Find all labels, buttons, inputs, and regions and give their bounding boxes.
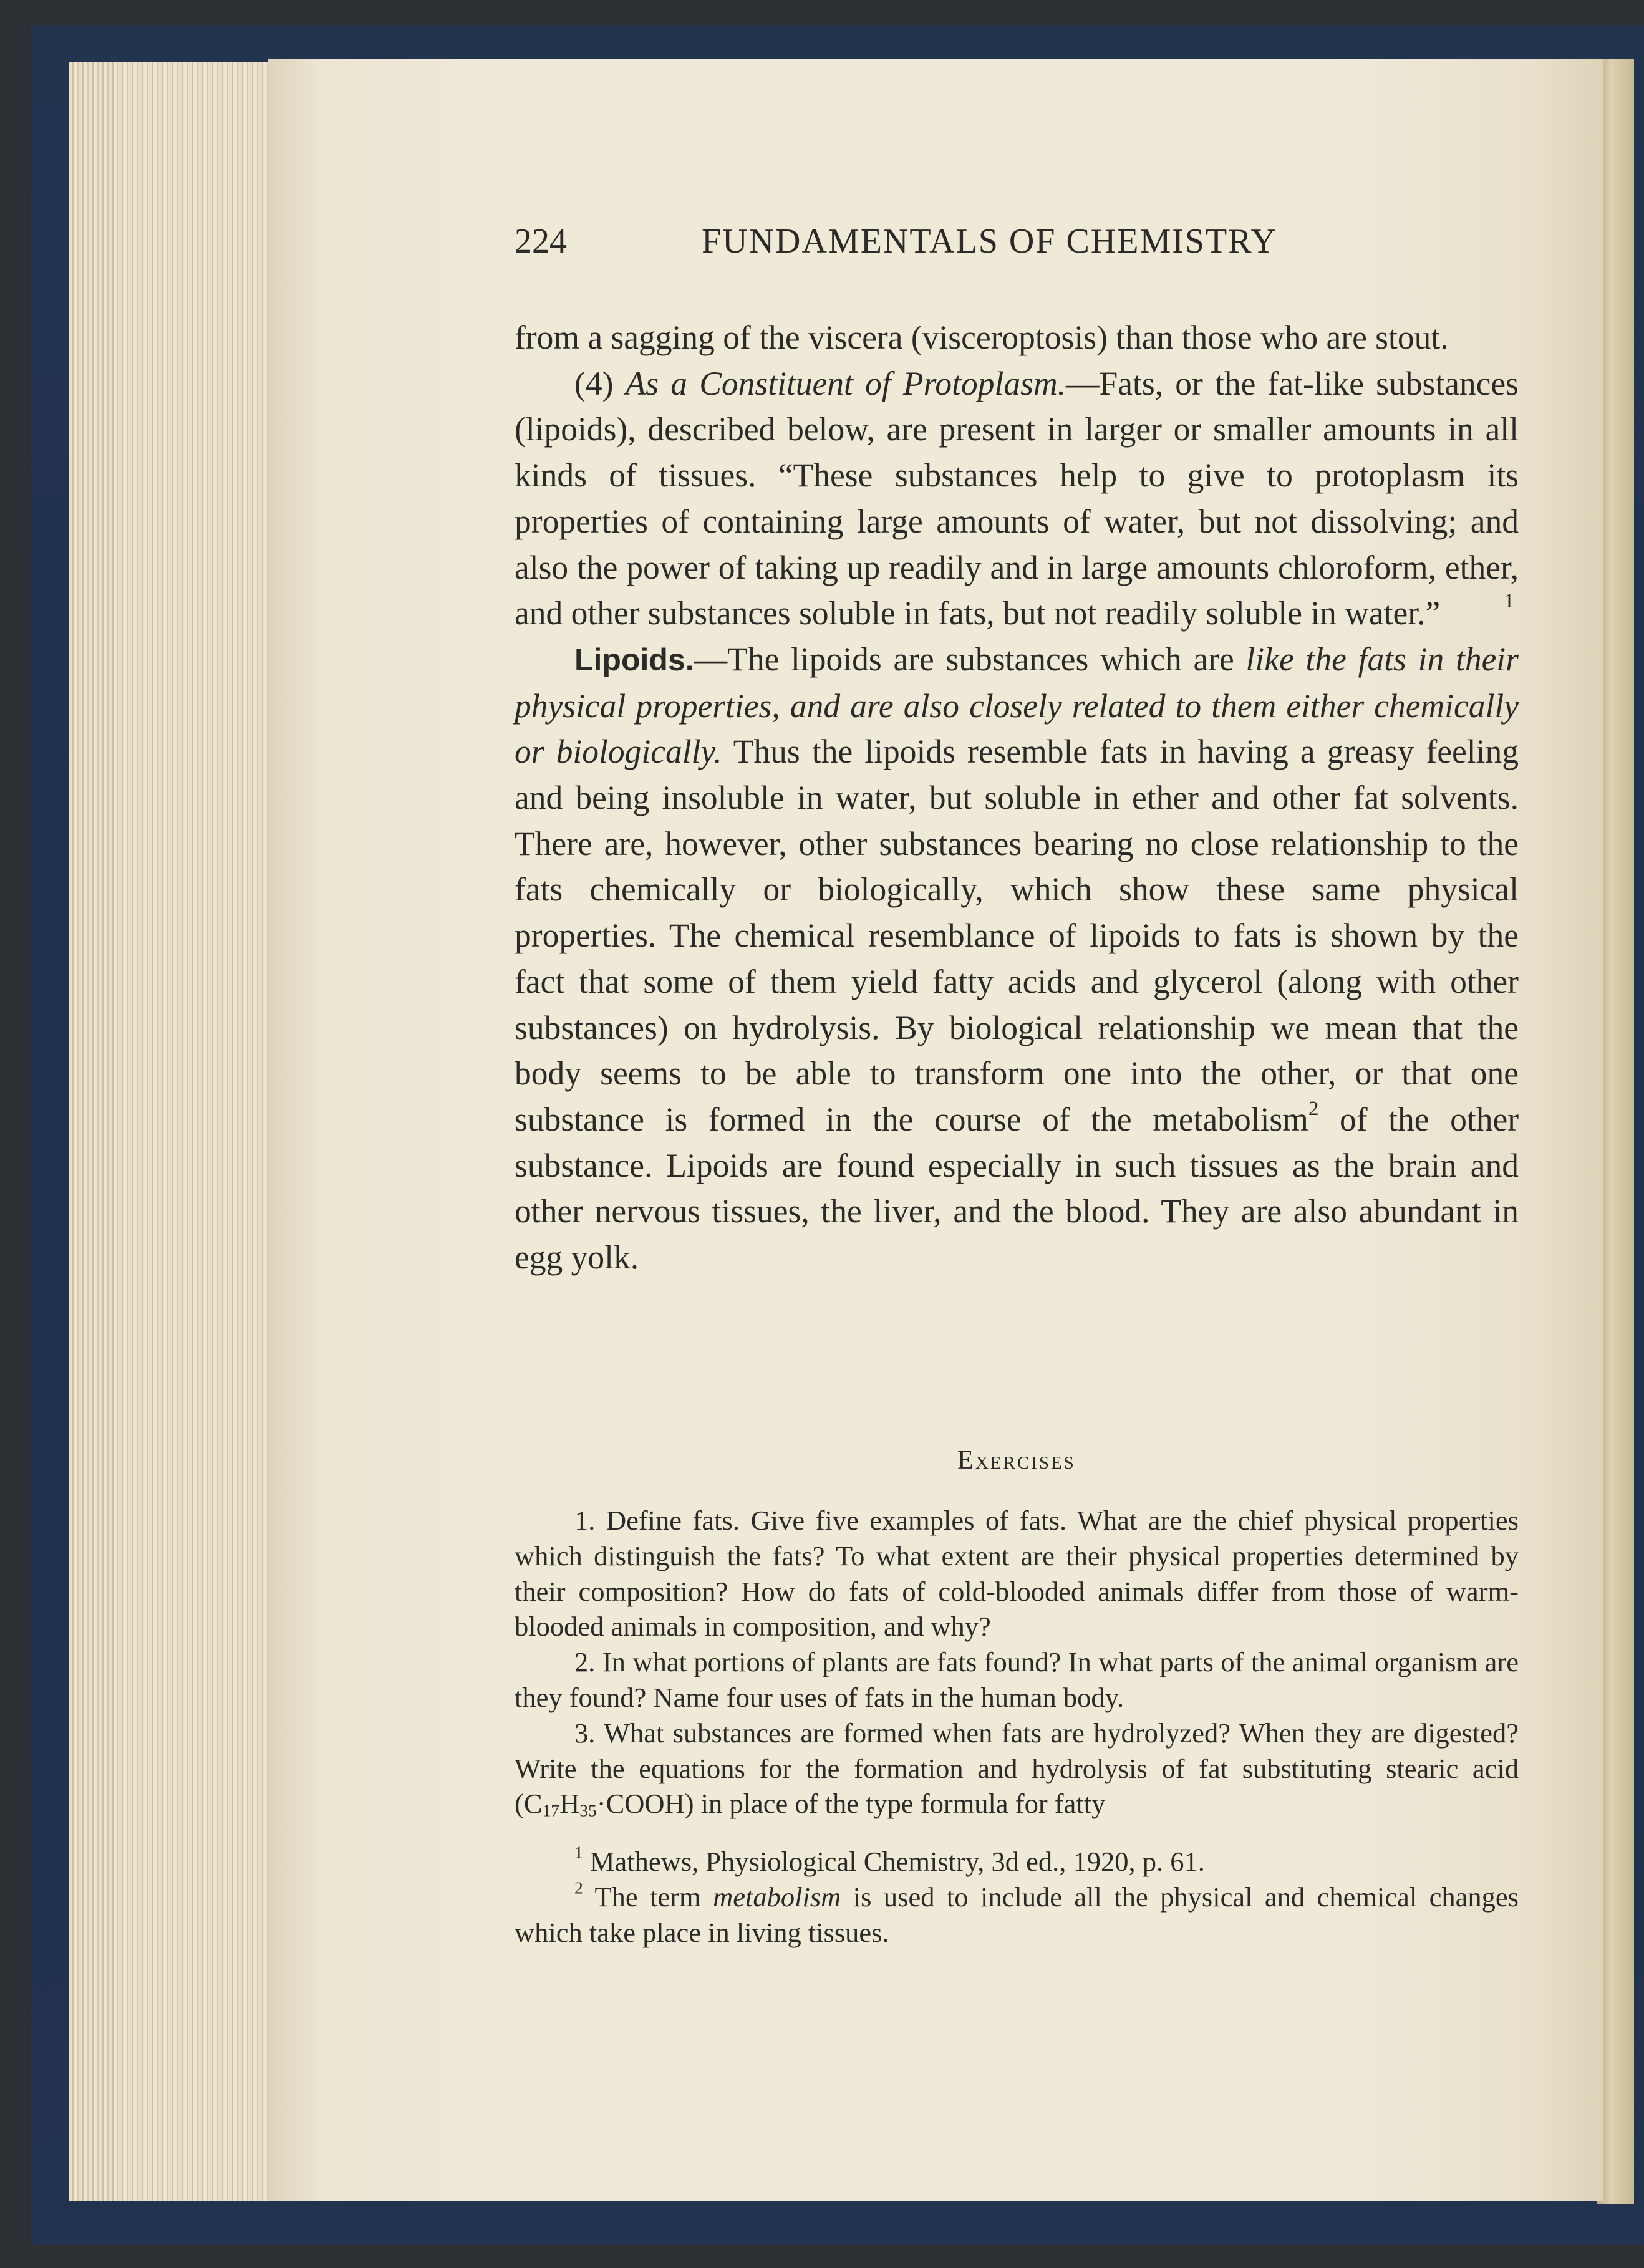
subscript-35: 35 bbox=[579, 1800, 597, 1820]
page-number: 224 bbox=[515, 222, 567, 261]
paragraph-1 bbox=[515, 315, 1519, 361]
footnote-2-post: is used to include all the physical and chemical changes which take place in living tissues. bbox=[515, 1881, 1519, 1948]
footnotes bbox=[515, 1844, 1519, 1951]
paragraph-3-italic: like the fats in their physical properties, and are also closely related to them either chemically or biologically. bbox=[515, 640, 1519, 771]
footnote-ref-1: 1 bbox=[1504, 589, 1514, 613]
lipoids-heading: Lipoids. bbox=[574, 642, 694, 677]
footnote-2-pre: The term bbox=[583, 1881, 713, 1913]
exercise-3-text-a: 3. What substances are formed when fats are hydrolyzed? When they are digested? Write the equations for the formation and hydrolysis of fat substituting stearic acid (C bbox=[515, 1717, 1519, 1820]
footnote-2-italic: metabolism bbox=[713, 1881, 841, 1913]
exercises-title: Exercises bbox=[957, 1446, 1076, 1475]
exercises-list bbox=[515, 1503, 1519, 1822]
footnote-2-mark: 2 bbox=[574, 1878, 583, 1898]
paragraph-2-text: —Fats, or the fat-like substances (lipoids), described below, are present in larger or smaller amounts in all kinds of tissues. “These substances help to give to protoplasm its properties of containing large amounts of water, but not dissolving; and also the power of taking up readily and in large amounts chloroform, ether, and other substances soluble in fats, but not readily soluble in water.” bbox=[515, 364, 1519, 632]
footnote-ref-2: 2 bbox=[1308, 1097, 1319, 1121]
footnote-1-text: Mathews, Physiological Chemistry, 3d ed., 1920, p. 61. bbox=[583, 1846, 1205, 1877]
exercise-3-text-b: H bbox=[559, 1788, 580, 1820]
paragraph-3-text-a: Thus the lipoids resemble fats in having a greasy feeling and being insoluble in water, but soluble in ether and other fat solvents. There are, however, other substances bearing no close relationship to the fats chemically or biologically, which show these same physical properties. The chemical resemblance of lipoids to fats is shown by the fact that some of them yield fatty acids and glycerol (along with other substances) on hydrolysis. By biological relationship we mean that the body seems to be able to transform one into the other, or that one substance is formed in the course of the metabolism bbox=[515, 733, 1519, 1138]
paragraph-2 bbox=[515, 361, 1519, 637]
footnote-1-mark: 1 bbox=[574, 1842, 583, 1862]
footnote-2 bbox=[515, 1880, 1519, 1951]
subscript-17: 17 bbox=[542, 1800, 560, 1820]
page-edges bbox=[69, 62, 281, 2201]
exercise-3 bbox=[515, 1715, 1519, 1822]
page-header bbox=[515, 221, 1519, 271]
paragraph-2-number: (4) bbox=[574, 364, 614, 402]
running-head: FUNDAMENTALS OF CHEMISTRY bbox=[702, 222, 1277, 261]
exercise-3-text-c: ·COOH) in place of the type formula for fatty bbox=[596, 1788, 1106, 1820]
paragraph-3 bbox=[515, 637, 1519, 1281]
paragraph-2-heading: As a Constituent of Protoplasm. bbox=[625, 364, 1066, 402]
body-text bbox=[515, 315, 1519, 1281]
paragraph-3-lead: —The lipoids are substances which are bbox=[694, 640, 1246, 678]
exercise-2: 2. In what portions of plants are fats found? In what parts of the animal organism are they found? Name four uses of fats in the human body. bbox=[515, 1646, 1519, 1713]
footnote-1 bbox=[515, 1844, 1519, 1880]
paragraph-1-text: from a sagging of the viscera (visceroptosis) than those who are stout. bbox=[515, 319, 1449, 356]
exercise-1: 1. Define fats. Give five examples of fats. What are the chief physical properties which distinguish the fats? To what extent are their physical properties determined by their composition? How do fats of cold-blooded animals differ from those of warm-blooded animals in composition, and why? bbox=[515, 1505, 1519, 1643]
paragraph-3-text-b: of the other substance. Lipoids are found especially in such tissues as the brain and other nervous tissues, the liver, and the blood. They are also abundant in egg yolk. bbox=[515, 1100, 1519, 1276]
